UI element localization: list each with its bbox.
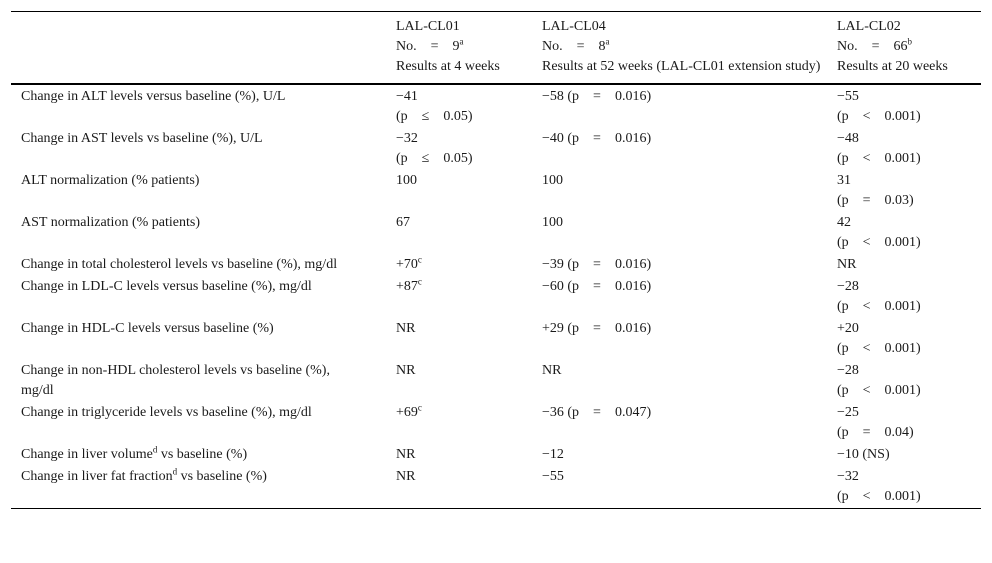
cell-cl02: [837, 276, 981, 318]
cell-cl04: [542, 276, 837, 318]
row-label: Change in AST levels vs baseline (%), U/L: [21, 131, 263, 146]
cell-cl02: [837, 128, 981, 170]
cell-line: (p = 0.04): [837, 425, 914, 440]
study-n: No. = 66$^b$: [837, 36, 913, 54]
cell-line: NR: [396, 321, 416, 336]
cell-line: −12: [542, 447, 564, 462]
cell-line: −39 (p = 0.016): [542, 257, 652, 272]
table-row: [11, 212, 981, 254]
row-label: Change in liver volume$^d$ vs baseline (%): [21, 444, 248, 462]
row-label: Change in liver fat fraction$^d$ vs baseline (%): [21, 466, 267, 484]
cell-line: 42: [837, 215, 851, 230]
cell-line: NR: [542, 363, 562, 378]
table-row: [11, 360, 981, 402]
cell-cl04: [542, 170, 837, 212]
cell-cl04: [542, 212, 837, 254]
cell-line: −32: [396, 131, 418, 146]
cell-cl02: [837, 254, 981, 276]
cell-line: −36 (p = 0.047): [542, 405, 652, 420]
cell-line: (p = 0.03): [837, 193, 914, 208]
cell-line: −28: [837, 279, 859, 294]
cell-cl02: [837, 212, 981, 254]
cell-line: −10 (NS): [837, 447, 890, 462]
study-name: LAL-CL04: [542, 19, 606, 34]
cell-line: −58 (p = 0.016): [542, 89, 652, 104]
table-body: [11, 84, 981, 509]
study-name: LAL-CL02: [837, 19, 901, 34]
row-label: Change in ALT levels versus baseline (%), U/L: [21, 89, 286, 104]
results-table: [11, 11, 981, 509]
cell-cl01: [396, 212, 542, 254]
table-row: [11, 402, 981, 444]
study-n: No. = 9$^a$: [396, 36, 464, 54]
cell-line: −48: [837, 131, 859, 146]
cell-cl01: [396, 84, 542, 128]
row-label: ALT normalization (% patients): [21, 173, 200, 188]
row-label: Change in total cholesterol levels vs baseline (%), mg/dl: [21, 257, 338, 272]
cell-cl01: [396, 466, 542, 509]
table-row: [11, 128, 981, 170]
cell-line: 100: [396, 173, 417, 188]
row-label: Change in triglyceride levels vs baseline (%), mg/dl: [21, 405, 312, 420]
table-row: [11, 318, 981, 360]
cell-cl04: [542, 402, 837, 444]
cell-cl01: [396, 402, 542, 444]
cell-line: (p < 0.001): [837, 235, 921, 250]
cell-line: (p < 0.001): [837, 383, 921, 398]
cell-line: $+70^c$: [396, 254, 422, 272]
cell-line: (p ≤ 0.05): [396, 109, 473, 124]
cell-cl04: [542, 84, 837, 128]
study-results: Results at 4 weeks: [396, 59, 500, 74]
cell-line: NR: [396, 469, 416, 484]
header-empty-cell: [11, 12, 396, 85]
table-row: [11, 254, 981, 276]
cell-line: 67: [396, 215, 410, 230]
cell-cl02: [837, 402, 981, 444]
cell-line: (p ≤ 0.05): [396, 151, 473, 166]
cell-cl04: [542, 128, 837, 170]
row-label: Change in HDL-C levels versus baseline (%): [21, 321, 274, 336]
cell-cl02: [837, 170, 981, 212]
cell-line: −25: [837, 405, 859, 420]
cell-cl01: [396, 318, 542, 360]
cell-cl02: [837, 466, 981, 509]
header-cl01: [396, 12, 542, 85]
table-row: [11, 444, 981, 466]
cell-cl01: [396, 444, 542, 466]
cell-cl01: [396, 170, 542, 212]
cell-line: $+69^c$: [396, 402, 422, 420]
cell-cl04: [542, 318, 837, 360]
study-results: Results at 52 weeks (LAL-CL01 extension study): [542, 59, 821, 74]
cell-line: (p < 0.001): [837, 151, 921, 166]
study-name: LAL-CL01: [396, 19, 460, 34]
cell-cl02: [837, 318, 981, 360]
cell-line: (p < 0.001): [837, 341, 921, 356]
header-cl02: [837, 12, 981, 85]
cell-line: +29 (p = 0.016): [542, 321, 652, 336]
cell-line: −28: [837, 363, 859, 378]
header-cl04: [542, 12, 837, 85]
cell-line: (p < 0.001): [837, 299, 921, 314]
cell-line: NR: [396, 363, 416, 378]
cell-line: −32: [837, 469, 859, 484]
row-label: Change in non-HDL cholesterol levels vs baseline (%), mg/dl: [21, 363, 330, 398]
cell-line: −40 (p = 0.016): [542, 131, 652, 146]
table-row: [11, 276, 981, 318]
row-label: Change in LDL-C levels versus baseline (%), mg/dl: [21, 279, 312, 294]
cell-line: −60 (p = 0.016): [542, 279, 652, 294]
cell-line: −41: [396, 89, 418, 104]
table-row: [11, 84, 981, 128]
row-label: AST normalization (% patients): [21, 215, 200, 230]
cell-cl02: [837, 360, 981, 402]
cell-line: 31: [837, 173, 851, 188]
cell-cl02: [837, 444, 981, 466]
cell-line: (p < 0.001): [837, 489, 921, 504]
cell-cl01: [396, 128, 542, 170]
cell-line: (p < 0.001): [837, 109, 921, 124]
cell-line: −55: [542, 469, 564, 484]
results-table-container: [11, 11, 981, 509]
cell-cl02: [837, 84, 981, 128]
cell-cl04: [542, 466, 837, 509]
cell-cl04: [542, 254, 837, 276]
cell-cl01: [396, 254, 542, 276]
table-row: [11, 466, 981, 509]
cell-line: 100: [542, 215, 563, 230]
cell-cl01: [396, 276, 542, 318]
cell-line: $+87^c$: [396, 276, 422, 294]
cell-cl04: [542, 444, 837, 466]
cell-cl04: [542, 360, 837, 402]
cell-line: +20: [837, 321, 859, 336]
cell-line: NR: [396, 447, 416, 462]
study-n: No. = 8$^a$: [542, 36, 610, 54]
cell-line: −55: [837, 89, 859, 104]
header-row: [11, 12, 981, 85]
cell-line: NR: [837, 257, 857, 272]
cell-cl01: [396, 360, 542, 402]
cell-line: 100: [542, 173, 563, 188]
study-results: Results at 20 weeks: [837, 59, 948, 74]
table-row: [11, 170, 981, 212]
